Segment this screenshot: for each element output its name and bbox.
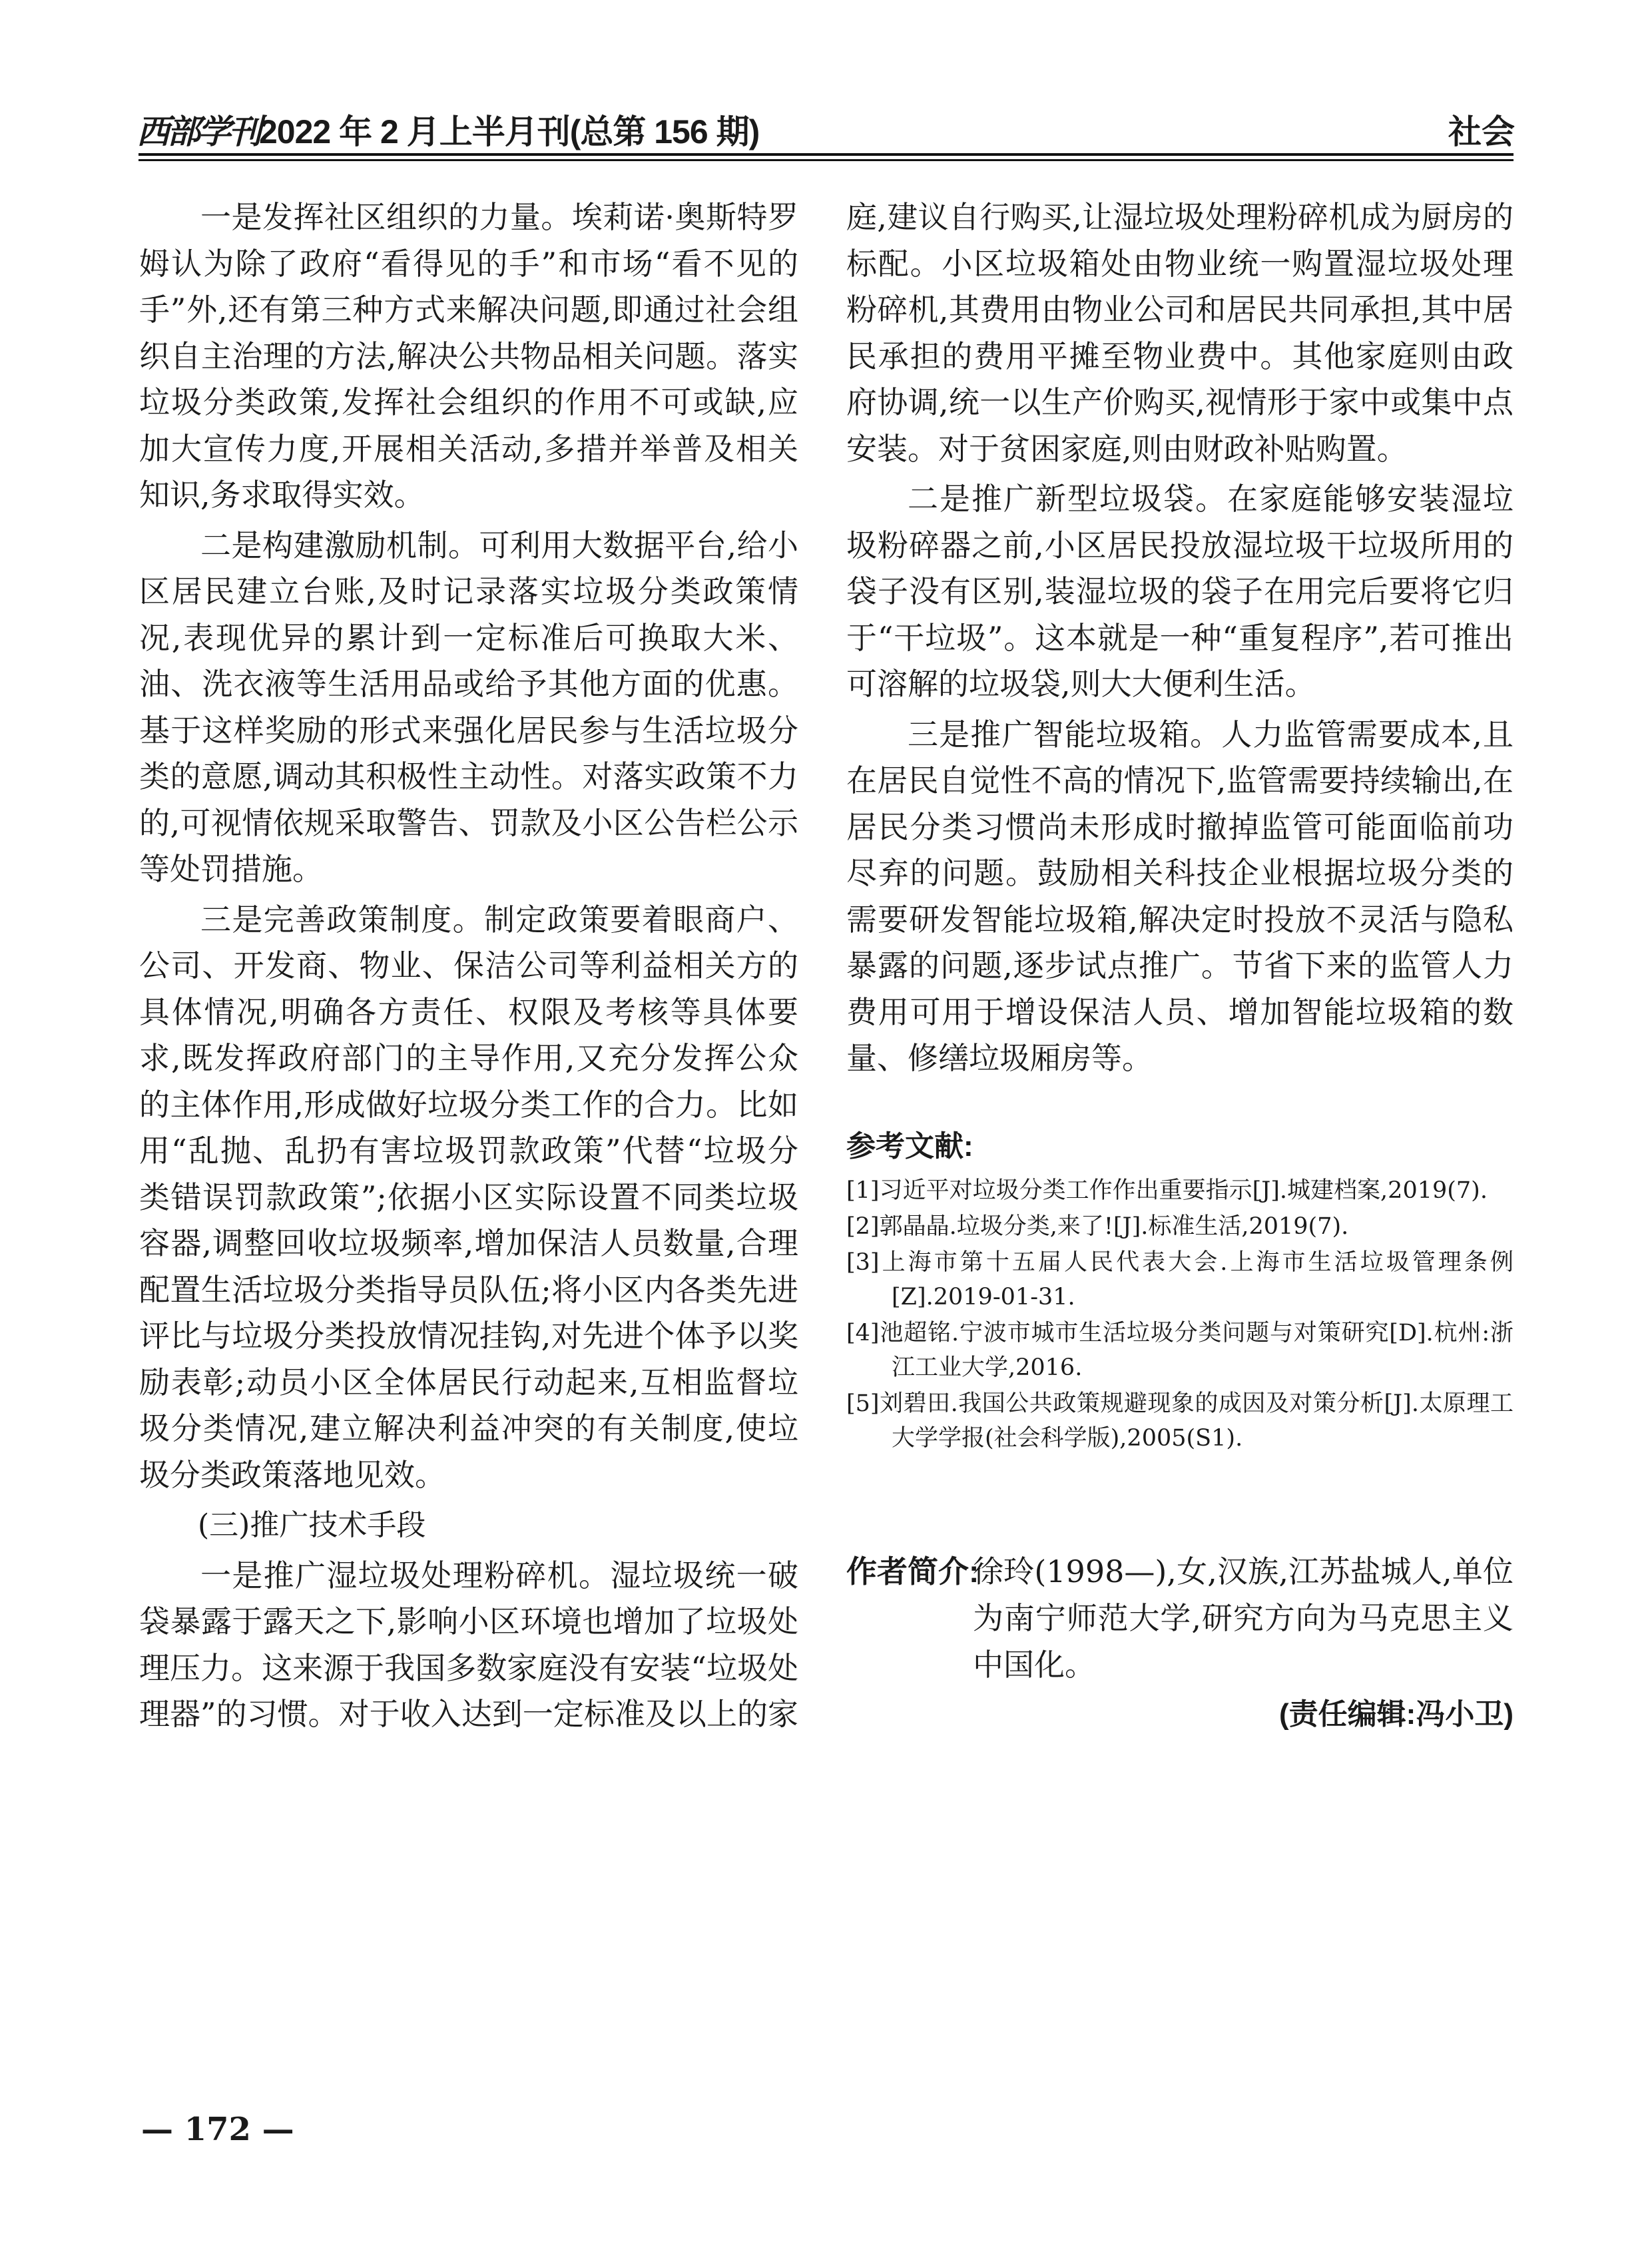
paragraph: 三是推广智能垃圾箱。人力监管需要成本,且在居民自觉性不高的情况下,监管需要持续输出,在居民分类习惯尚未形成时撤掉监管可能面临前功尽弃的问题。鼓励相关科技企业根据垃圾分类的需要研发智能垃圾箱,解决定时投放不灵活与隐私暴露的问题,逐步试点推广。节省下来的监管人力费用可用于增设保洁人员、增加智能垃圾箱的数量、修缮垃圾厢房等。 [846, 716, 1514, 1076]
page-number: — 172 — [141, 2111, 294, 2148]
reference-item: [3]上海市第十五届人民代表大会.上海市生活垃圾管理条例[Z].2019-01-31. [846, 1249, 1514, 1310]
paragraph: 三是完善政策制度。制定政策要着眼商户、公司、开发商、物业、保洁公司等利益相关方的具体情况,明确各方责任、权限及考核等具体要求,既发挥政府部门的主导作用,又充分发挥公众的主体作用,形成做好垃圾分类工作的合力。比如用“乱抛、乱扔有害垃圾罚款政策”代替“垃圾分类错误罚款政策”;依据小区实际设置不同类垃圾容器,调整回收垃圾频率,增加保洁人员数量,合理配置生活垃圾分类指导员队伍;将小区内各类先进评比与垃圾分类投放情况挂钩,对先进个体予以奖励表彰;动员小区全体居民行动起来,互相监督垃圾分类情况,建立解决利益冲突的有关制度,使垃圾分类政策落地见效。 [139, 901, 798, 1493]
responsible-editor: (责任编辑:冯小卫) [1279, 1698, 1514, 1731]
paragraph: 二是构建激励机制。可利用大数据平台,给小区居民建立台账,及时记录落实垃圾分类政策情况,表现优异的累计到一定标准后可换取大米、油、洗衣液等生活用品或给予其他方面的优惠。基于这样奖励的形式来强化居民参与生活垃圾分类的意愿,调动其积极性主动性。对落实政策不力的,可视情依规采取警告、罚款及小区公告栏公示等处罚措施。 [139, 527, 798, 887]
reference-item: [4]池超铭.宁波市城市生活垃圾分类问题与对策研究[D].杭州:浙江工业大学,2016. [846, 1320, 1514, 1381]
header-rule-thin [138, 159, 1514, 161]
reference-list [846, 1173, 1514, 1456]
journal-logo: 西部学刊 [137, 112, 259, 151]
section-name: 社会 [1448, 113, 1515, 150]
references-title: 参考文献: [846, 1130, 973, 1163]
paragraph: 一是发挥社区组织的力量。埃莉诺·奥斯特罗姆认为除了政府“看得见的手”和市场“看不见的手”外,还有第三种方式来解决问题,即通过社会组织自主治理的方法,解决公共物品相关问题。落实垃圾分类政策,发挥社会组织的作用不可或缺,应加大宣传力度,开展相关活动,多措并举普及相关知识,务求取得实效。 [139, 199, 798, 513]
running-header [137, 112, 759, 152]
reference-item: [2]郭晶晶.垃圾分类,来了![J].标准生活,2019(7). [846, 1213, 1349, 1240]
author-bio-text: 徐玲(1998—),女,汉族,江苏盐城人,单位为南宁师范大学,研究方向为马克思主义中国化。 [973, 1553, 1514, 1683]
issue-info: 2022 年 2 月上半月刊(总第 156 期) [259, 113, 760, 150]
reference-item: [5]刘碧田.我国公共政策规避现象的成因及对策分析[J].太原理工大学学报(社会科学版),2005(S1). [846, 1390, 1514, 1452]
section-heading: (三)推广技术手段 [198, 1508, 426, 1542]
header-rule-thick [138, 153, 1514, 156]
paragraph: 二是推广新型垃圾袋。在家庭能够安装湿垃圾粉碎器之前,小区居民投放湿垃圾干垃圾所用的袋子没有区别,装湿垃圾的袋子在用完后要将它归于“干垃圾”。这本就是一种“重复程序”,若可推出可溶解的垃圾袋,则大大便利生活。 [846, 481, 1514, 702]
reference-item: [1]习近平对垃圾分类工作作出重要指示[J].城建档案,2019(7). [846, 1177, 1488, 1204]
author-bio [846, 1548, 1514, 1688]
left-column [139, 194, 798, 1738]
paragraph-continued: 庭,建议自行购买,让湿垃圾处理粉碎机成为厨房的标配。小区垃圾箱处由物业统一购置湿垃圾处理粉碎机,其费用由物业公司和居民共同承担,其中居民承担的费用平摊至物业费中。其他家庭则由政府协调,统一以生产价购买,视情形于家中或集中点安装。对于贫困家庭,则由财政补贴购置。 [846, 199, 1514, 467]
author-bio-label: 作者简介: [846, 1554, 979, 1589]
paragraph: 一是推广湿垃圾处理粉碎机。湿垃圾统一破袋暴露于露天之下,影响小区环境也增加了垃圾处理压力。这来源于我国多数家庭没有安装“垃圾处理器”的习惯。对于收入达到一定标准及以上的家 [139, 1557, 798, 1732]
references [846, 1127, 1514, 1457]
right-column [846, 194, 1514, 1086]
